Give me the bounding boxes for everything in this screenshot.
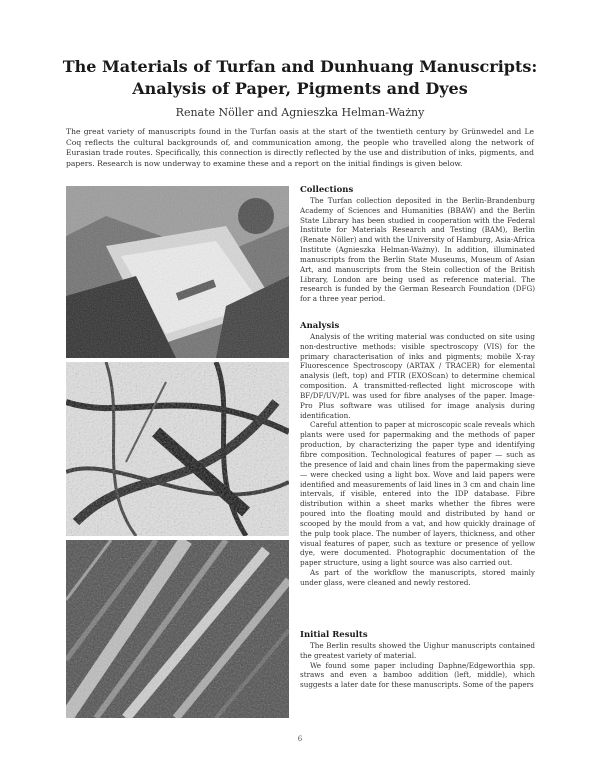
results-heading: Initial Results — [300, 630, 368, 640]
analysis-text-2: Careful attention to paper at microscopic scale reveals which plants were used for papermaking and the methods of paper production, by characterizing the paper type and identifying fibre composition. Technological features of paper — such as the presence of laid and chain lines from the papermaking sieve — were checked using a light box. Wove and laid papers were identified and measurements of laid lines in 3 cm and chain line intervals, if visible, entered into the IDP database. Fibre distribution within a sheet marks whether the fibres were poured into the floating mould and distributed by hand or scooped by the mould from a vat, and how quickly drainage of the pulp took place. The number of layers, thickness, and other visual features of paper, such as texture or presence of yellow dye, were documented. Photographic documentation of the paper structure, using a light source was also carried out. — [300, 420, 535, 568]
collections-section — [300, 186, 535, 304]
analysis-text-3: As part of the workflow the manuscripts, stored mainly under glass, were cleaned and newly restored. — [300, 568, 535, 587]
title-line-1: The Materials of Turfan and Dunhuang Manuscripts: — [62, 57, 538, 76]
authors: Renate Nöller and Agnieszka Helman-Ważny — [175, 106, 425, 119]
results-text-2: We found some paper including Daphne/Edgeworthia spp. straws and even a bamboo addition (left, middle), which suggests a later date for these manuscripts. Some of the papers — [300, 660, 535, 690]
analysis-heading: Analysis — [300, 321, 340, 331]
figure-paper-fibres — [66, 540, 289, 718]
analysis-text-1: Analysis of the writing material was conducted on site using non-destructive methods: visible spectroscopy (VIS) for the primary characterisation of inks and pigments; mobile X-ray Fluorescence Spectroscopy (ARTAX / TRACER) for elemental analysis (left, top) and FTIR (EXOScan) to determine chemical composition. A transmitted-reflected light microscope with BF/DF/UV/PL was used for fibre analyses of the paper. Image-Pro Plus software was utilised for image analysis during identification. — [300, 331, 535, 420]
analysis-section — [300, 322, 535, 588]
results-section — [300, 631, 535, 690]
figure-fibre-microscopy — [66, 362, 289, 536]
abstract: The great variety of manuscripts found in the Turfan oasis at the start of the twentieth century by Grünwedel and Le Coq reflects the cultural backgrounds of, and communication among, the people who travelled along the network of Eurasian trade routes. Specifically, this connection is directly reflected by the use and distribution of inks, pigments, and papers. Research is now underway to examine these and a report on the initial findings is given below. — [66, 127, 534, 168]
results-text-1: The Berlin results showed the Uighur manuscripts contained the greatest variety of material. — [300, 640, 535, 660]
page-number: 6 — [297, 735, 303, 743]
collections-text: The Turfan collection deposited in the Berlin-Brandenburg Academy of Sciences and Humanities (BBAW) and the Berlin State Library has been studied in cooperation with the Federal Institute for Materials Research and Testing (BAM), Berlin (Renate Nöller) and with the University of Hamburg, Asia-Africa Institute (Agnieszka Helman-Ważny). In addition, illuminated manuscripts from the Berlin State Museums, Museum of Asian Art, and manuscripts from the Stein collection of the British Library, London are being used as reference material. The research is funded by the German Research Foundation (DFG) for a three year period. — [300, 195, 536, 304]
figure-xrf-analysis-photo — [66, 186, 289, 358]
collections-heading: Collections — [300, 185, 354, 195]
title-line-2: Analysis of Paper, Pigments and Dyes — [132, 79, 468, 98]
